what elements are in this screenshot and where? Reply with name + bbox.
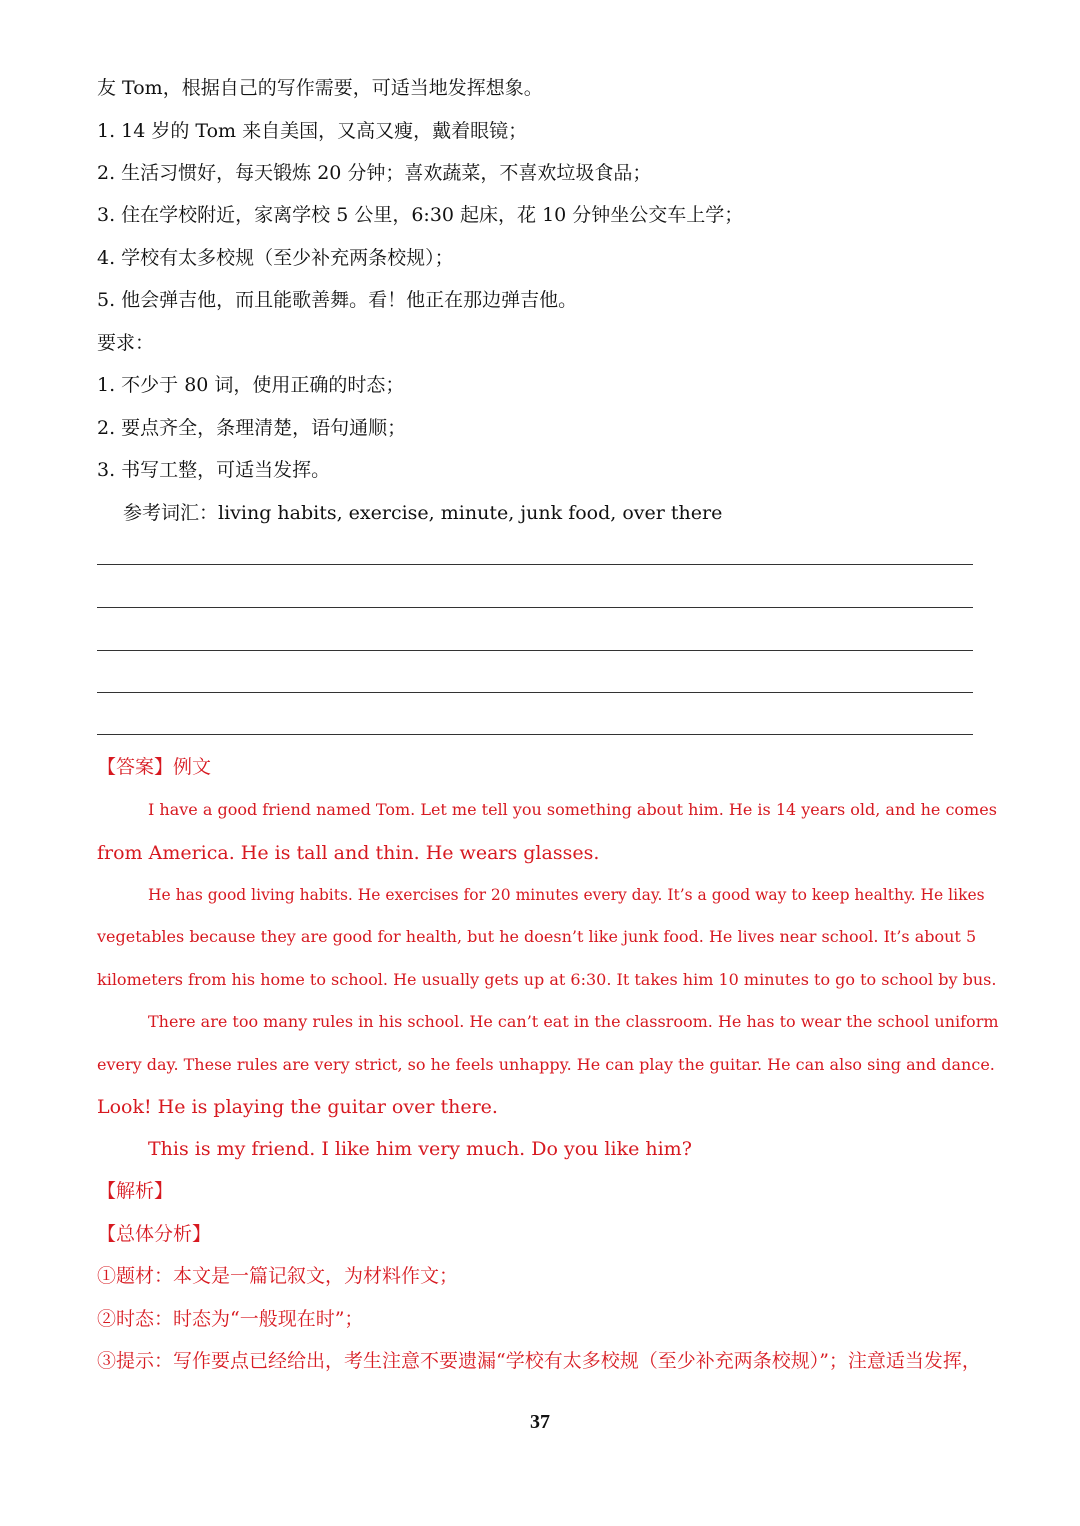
prompt-intro: 友 Tom，根据自己的写作需要，可适当地发挥想象。 — [97, 77, 543, 99]
answer-line-8: Look! He is playing the guitar over there. — [97, 1096, 498, 1118]
prompt-point-3: 3. 住在学校附近，家离学校 5 公里，6:30 起床，花 10 分钟坐公交车上学； — [97, 204, 744, 226]
writing-line — [97, 650, 973, 651]
answer-line-3: He has good living habits. He exercises for 20 minutes every day. It’s a good way to keep healthy. He likes — [148, 886, 985, 904]
page-number: 37 — [530, 1411, 550, 1433]
requirements-label: 要求： — [97, 332, 155, 354]
answer-heading: 【答案】例文 — [97, 756, 212, 778]
answer-line-9: This is my friend. I like him very much. Do you like him? — [148, 1138, 692, 1160]
reference-vocabulary: 参考词汇：living habits, exercise, minute, junk food, over there — [123, 502, 723, 524]
answer-line-4: vegetables because they are good for health, but he doesn’t like junk food. He lives near school. It’s about 5 — [97, 927, 977, 946]
answer-line-7: every day. These rules are very strict, so he feels unhappy. He can play the guitar. He can also sing and dance. — [97, 1055, 995, 1074]
analysis-heading: 【解析】 — [97, 1180, 174, 1202]
requirement-2: 2. 要点齐全，条理清楚，语句通顺； — [97, 417, 407, 439]
analysis-item-3: ③提示：写作要点已经给出，考生注意不要遗漏“学校有太多校规（至少补充两条校规）”；注意适当发挥， — [97, 1350, 981, 1372]
answer-line-6: There are too many rules in his school. He can’t eat in the classroom. He has to wear the school uniform — [148, 1012, 999, 1031]
overall-analysis-heading: 【总体分析】 — [97, 1223, 212, 1245]
analysis-item-1: ①题材：本文是一篇记叙文，为材料作文； — [97, 1265, 459, 1287]
prompt-point-1: 1. 14 岁的 Tom 来自美国，又高又瘦，戴着眼镜； — [97, 120, 528, 142]
answer-line-2: from America. He is tall and thin. He wears glasses. — [97, 842, 600, 864]
prompt-point-5: 5. 他会弹吉他，而且能歌善舞。看！他正在那边弹吉他。 — [97, 289, 578, 311]
answer-line-5: kilometers from his home to school. He usually gets up at 6:30. It takes him 10 minutes to go to school by bus. — [97, 970, 997, 989]
requirement-3: 3. 书写工整，可适当发挥。 — [97, 459, 331, 481]
writing-line — [97, 564, 973, 565]
analysis-item-2: ②时态：时态为“一般现在时”； — [97, 1308, 364, 1330]
answer-line-1: I have a good friend named Tom. Let me tell you something about him. He is 14 years old, and he comes — [148, 800, 997, 819]
writing-line — [97, 607, 973, 608]
prompt-point-2: 2. 生活习惯好，每天锻炼 20 分钟；喜欢蔬菜，不喜欢垃圾食品； — [97, 162, 652, 184]
requirement-1: 1. 不少于 80 词，使用正确的时态； — [97, 374, 405, 396]
writing-line — [97, 734, 973, 735]
prompt-point-4: 4. 学校有太多校规（至少补充两条校规）； — [97, 247, 454, 269]
writing-line — [97, 692, 973, 693]
